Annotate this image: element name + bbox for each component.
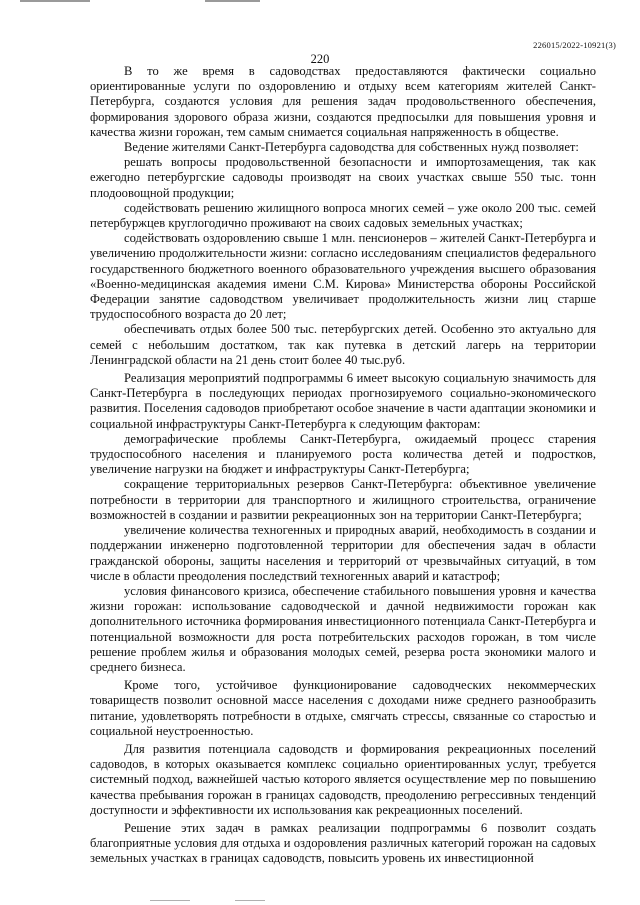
list-item: условия финансового кризиса, обеспечение стабильного повышения уровня и качества жизни горожан: использование садоводческой и дачной недвижимости горожан как дополнительного источника формирования инвестиционного потенциала Санкт-Петербурга и потенциальной возможности для роста потребительских расходов горожан, в том числе решение проблем жилья и образования молодых семей, резерва роста экономики малого и среднего бизнеса. [90,583,596,674]
paragraph: В то же время в садоводствах предоставляются фактически социально ориентированные услуги по оздоровлению и отдыху всем категориям жителей Санкт-Петербурга, создаются условия для решения задач продовольственного обеспечения, формирования здорового образа жизни, создаются предпосылки для повышения уровня и качества жизни горожан, тем самым снимается социальная напряженность в обществе. [90,64,596,139]
document-registration-number: 226015/2022-10921(3) [533,40,616,50]
scan-edge-bottom [0,898,640,905]
paragraph: Для развития потенциала садоводств и формирования рекреационных поселений садоводов, в которых оказывается комплекс социально ориентированных услуг, требуется системный подход, важнейшей частью которого является осуществление мер по повышению качества пребывания горожан в границах садоводств, преодолению регрессивных тенденций доступности и эффективности их использования как рекреационных поселений. [90,741,596,817]
scan-artifact [205,0,260,2]
list-item: демографические проблемы Санкт-Петербурга, ожидаемый процесс старения трудоспособного населения и планируемого роста количества детей и подростков, увеличение нагрузки на бюджет и инфраструктуры Санкт-Петербурга; [90,431,596,477]
paragraph: Реализация мероприятий подпрограммы 6 имеет высокую социальную значимость для Санкт-Петербурга в последующих периодах прогнозируемого социально-экономического развития. Поселения садоводов приобретают особое значение в части адаптации экономики и социальной инфраструктуры Санкт-Петербурга к следующим факторам: [90,371,596,431]
paragraph: Решение этих задач в рамках реализации подпрограммы 6 позволит создать благоприятные условия для отдыха и оздоровления различных категорий горожан на садовых земельных участках в границах садоводств, повысить уровень их инвестиционной [90,820,596,866]
page-number: 220 [310,52,330,66]
list-item: решать вопросы продовольственной безопасности и импортозамещения, так как ежегодно петербургские садоводы производят на своих участках свыше 550 тыс. тонн плодоовощной продукции; [90,155,596,200]
scan-artifact [20,0,90,2]
list-item: сокращение территориальных резервов Санкт-Петербурга: объективное увеличение потребности в территории для транспортного и жилищного строительства, ограничение возможностей в создании и развитии рекреационных зон на территории Санкт-Петербурга; [90,477,596,522]
list-item: обеспечивать отдых более 500 тыс. петербургских детей. Особенно это актуально для семей с небольшим достатком, так как путевка в детский лагерь на территории Ленинградской области на 21 день стоит более 40 тыс.руб. [90,322,596,367]
scan-artifact [150,900,190,901]
document-body [90,64,596,867]
paragraph: Ведение жителями Санкт-Петербурга садоводства для собственных нужд позволяет: [124,140,579,155]
list-item: содействовать решению жилищного вопроса многих семей – уже около 200 тыс. семей петербуржцев круглогодично проживают на своих садовых земельных участках; [90,200,596,231]
list-item: содействовать оздоровлению свыше 1 млн. пенсионеров – жителей Санкт-Петербурга и увеличению продолжительности жизни: согласно исследованиям специалистов федерального государственного бюджетного военного образовательного учреждения высшего образования «Военно-медицинская академия имени С.М. Кирова» Министерства обороны Российской Федерации занятие садоводством увеличивает продолжительность жизни лиц старше трудоспособного возраста до 20 лет; [90,231,596,322]
paragraph: Кроме того, устойчивое функционирование садоводческих некоммерческих товариществ позволит основной массе населения с доходами ниже среднего разнообразить питание, удовлетворять потребности в отдыхе, смягчать стрессы, связанные со старостью и социальной неустроенностью. [90,678,596,738]
scan-artifact [235,900,265,901]
scan-edge-top [0,0,640,3]
list-item: увеличение количества техногенных и природных аварий, необходимость в создании и поддержании инженерно подготовленной территории для обеспечения задач в области гражданской обороны, защиты населения и территорий от чрезвычайных ситуаций, в том числе в области преодоления последствий техногенных аварий и катастроф; [90,523,596,583]
